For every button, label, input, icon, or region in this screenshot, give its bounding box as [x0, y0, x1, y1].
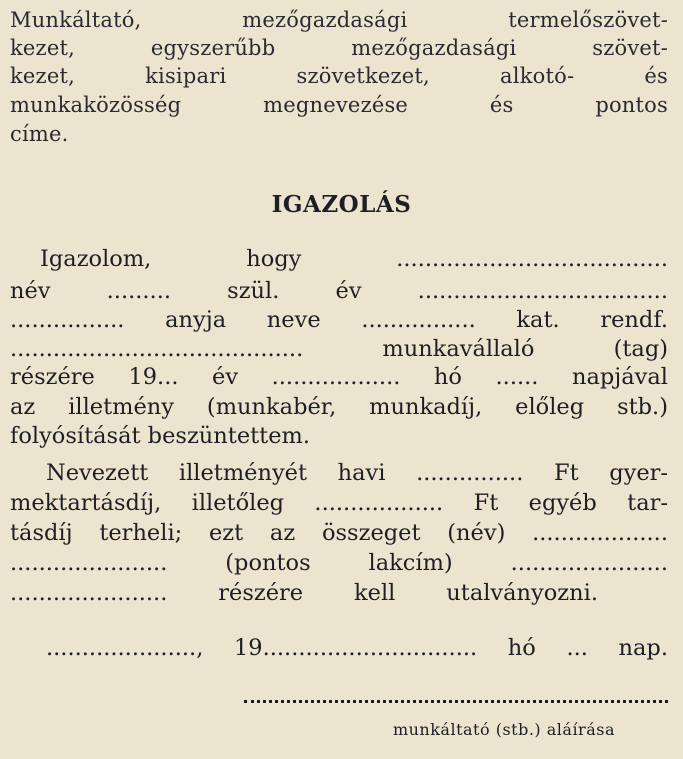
paragraph1-line-4: ......................................... munkavállaló (tag) — [10, 336, 668, 362]
paragraph2-line-4: ...................... (pontos lakcím) ...................... — [10, 550, 668, 576]
header-line-4: munkaközösség megnevezése és pontos — [10, 93, 668, 117]
paragraph2-line-1: Nevezett illetményét havi ............... Ft gyer- — [46, 460, 668, 486]
signature-line — [244, 700, 668, 703]
paragraph1-line-1: Igazolom, hogy ...................................... — [40, 246, 668, 272]
paragraph1-line-7: folyósítását beszüntettem. — [10, 423, 311, 449]
paragraph2-line-5: ...................... részére kell utalványozni. — [10, 580, 598, 606]
header-line-3: kezet, kisipari szövetkezet, alkotó- és — [10, 64, 668, 88]
paragraph2-line-3: tásdíj terheli; ezt az összeget (név) ................... — [10, 520, 668, 546]
signature-caption: munkáltató (stb.) aláírása — [392, 720, 615, 739]
paragraph1-line-3: ................ anyja neve ................ kat. rendf. — [10, 307, 668, 333]
document-title: IGAZOLÁS — [271, 191, 412, 218]
header-line-5: címe. — [10, 122, 69, 146]
header-line-2: kezet, egyszerűbb mezőgazdasági szövet- — [10, 36, 668, 60]
paragraph1-line-5: részére 19... év .................. hó ...... napjával — [10, 364, 668, 390]
date-line: ....................., 19.............................. hó ... nap. — [46, 635, 668, 661]
paragraph1-line-6: az illetmény (munkabér, munkadíj, előleg stb.) — [10, 394, 668, 420]
header-line-1: Munkáltató, mezőgazdasági termelőszövet- — [10, 8, 668, 32]
paragraph1-line-2: név ......... szül. év ................................... — [10, 278, 668, 304]
paragraph2-line-2: mektartásdíj, illetőleg .................. Ft egyéb tar- — [10, 490, 668, 516]
